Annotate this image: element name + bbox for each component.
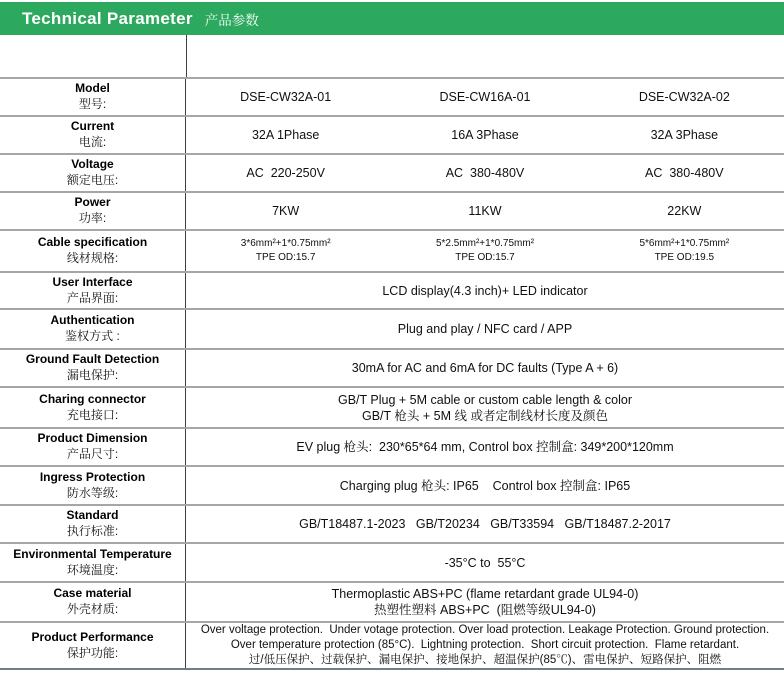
- row-label: [0, 467, 186, 504]
- row-label: [0, 79, 186, 115]
- value-cell: DSE-CW16A-01: [439, 90, 531, 104]
- value-cell: [186, 231, 385, 271]
- value-cell: AC 220-250V: [246, 166, 325, 180]
- row-values: [186, 231, 784, 271]
- case-material-line-zh: 热塑性塑料 ABS+PC (阻燃等级UL94-0): [374, 603, 596, 617]
- row-product-performance: [0, 621, 784, 668]
- cable-spec-line: 5*2.5mm²+1*0.75mm²: [435, 238, 535, 249]
- row-label-zh: 线材规格:: [66, 251, 119, 265]
- performance-line-3: 过/低压保护、过载保护、漏电保护、接地保护、超温保护(85℃)、雷电保护、短路保护、阻燃: [248, 654, 722, 666]
- spec-sheet-page: [0, 2, 784, 670]
- row-label-zh: 环境温度:: [66, 562, 119, 577]
- row-label: [0, 310, 186, 348]
- row-label-en: Model: [75, 81, 110, 95]
- value-cell: 30mA for AC and 6mA for DC faults (Type A + 6): [351, 361, 619, 375]
- row-values: [186, 273, 784, 308]
- value-cell: 16A 3Phase: [451, 128, 519, 142]
- value-cell: 22KW: [667, 204, 702, 218]
- value-cell: Charging plug 枪头: IP65 Control box 控制盒: IP65: [339, 478, 631, 493]
- connector-line-en: GB/T Plug + 5M cable or custom cable length & color: [337, 392, 632, 407]
- row-label: [0, 388, 186, 427]
- value-cell: [186, 583, 784, 621]
- value-cell: DSE-CW32A-01: [240, 90, 332, 104]
- performance-line-1: Over voltage protection. Under votage protection. Over load protection. Leakage Protection. Ground protection.: [200, 624, 770, 636]
- row-authentication: [0, 308, 784, 348]
- row-label: [0, 544, 186, 581]
- row-label-zh: 鉴权方式 :: [65, 329, 120, 343]
- value-cell: [385, 231, 584, 271]
- row-label-en: Product Performance: [31, 629, 154, 644]
- row-values: [186, 506, 784, 542]
- row-label-en: Cable specification: [37, 235, 148, 249]
- row-label-en: Product Dimension: [37, 431, 148, 445]
- row-label-zh: 型号:: [78, 97, 107, 111]
- row-label-zh: 保护功能:: [66, 645, 119, 660]
- row-case-material: [0, 581, 784, 621]
- value-cell: 32A 3Phase: [650, 128, 719, 142]
- row-voltage: [0, 153, 784, 191]
- value-cell: 7KW: [272, 204, 300, 218]
- row-values: [186, 350, 784, 386]
- row-label-zh: 产品界面:: [66, 290, 119, 305]
- row-label: [0, 506, 186, 542]
- row-label-en: User Interface: [52, 274, 133, 289]
- row-values: [186, 583, 784, 621]
- value-cell: [585, 231, 784, 271]
- cable-od-line: TPE OD:19.5: [654, 252, 715, 263]
- row-label-en: Ground Fault Detection: [25, 352, 160, 366]
- value-cell: [186, 623, 784, 668]
- case-material-line-en: Thermoplastic ABS+PC (flame retardant grade UL94-0): [331, 587, 639, 601]
- row-cable-specification: [0, 229, 784, 271]
- row-label: [0, 273, 186, 308]
- row-label: [0, 193, 186, 229]
- row-label-en: Power: [74, 195, 111, 209]
- row-label-en: Authentication: [50, 313, 135, 327]
- cable-spec-line: 5*6mm²+1*0.75mm²: [639, 238, 730, 249]
- row-values: [186, 467, 784, 504]
- cable-spec-line: 3*6mm²+1*0.75mm²: [240, 238, 331, 249]
- row-label-zh: 功率:: [78, 211, 107, 225]
- row-product-dimension: [0, 427, 784, 465]
- row-values: [186, 117, 784, 153]
- value-cell: LCD display(4.3 inch)+ LED indicator: [382, 283, 588, 298]
- row-values: [186, 388, 784, 427]
- label-column-spacer: [0, 35, 187, 77]
- value-cell: AC 380-480V: [645, 166, 724, 180]
- row-label-en: Charing connector: [39, 391, 146, 406]
- row-values: [186, 193, 784, 229]
- row-label-en: Standard: [66, 508, 119, 522]
- performance-line-2: Over temperature protection (85°C). Lightning protection. Short circuit protection. Flame retardant.: [230, 639, 740, 651]
- row-label-en: Environmental Temperature: [13, 546, 172, 561]
- row-label: [0, 350, 186, 386]
- value-cell: -35°C to 55°C: [444, 555, 526, 570]
- value-cell: Plug and play / NFC card / APP: [397, 322, 573, 336]
- row-power: [0, 191, 784, 229]
- row-ingress-protection: [0, 465, 784, 504]
- row-user-interface: [0, 271, 784, 308]
- cable-od-line: TPE OD:15.7: [255, 252, 316, 263]
- row-model: [0, 77, 784, 115]
- row-label-en: Case material: [53, 586, 132, 600]
- row-label: [0, 117, 186, 153]
- row-label: [0, 231, 186, 271]
- section-header: [0, 2, 784, 35]
- value-cell: AC 380-480V: [445, 166, 525, 180]
- row-label-zh: 充电接口:: [66, 407, 119, 422]
- row-charging-connector: [0, 386, 784, 427]
- row-label-zh: 漏电保护:: [66, 368, 119, 382]
- row-values: [186, 544, 784, 581]
- row-label-en: Ingress Protection: [39, 469, 146, 484]
- connector-line-zh: GB/T 枪头 + 5M 线 或者定制线材长度及颜色: [362, 408, 608, 423]
- row-environmental-temperature: [0, 542, 784, 581]
- row-values: [186, 79, 784, 115]
- row-label-zh: 执行标准:: [66, 524, 119, 538]
- row-ground-fault-detection: [0, 348, 784, 386]
- value-cell: 32A 1Phase: [251, 128, 320, 142]
- value-cell: DSE-CW32A-02: [638, 90, 730, 104]
- row-values: [186, 623, 784, 668]
- row-label: [0, 583, 186, 621]
- row-label-zh: 电流:: [78, 135, 107, 149]
- row-standard: [0, 504, 784, 542]
- row-label-zh: 产品尺寸:: [66, 447, 119, 461]
- table-top-spacer: [0, 35, 784, 77]
- value-cell: GB/T18487.1-2023 GB/T20234 GB/T33594 GB/T18487.2-2017: [299, 517, 671, 531]
- value-cell: EV plug 枪头: 230*65*64 mm, Control box 控制盒: 349*200*120mm: [296, 440, 674, 454]
- spec-table: [0, 77, 784, 670]
- row-values: [186, 155, 784, 191]
- row-label: [0, 429, 186, 465]
- section-title-zh: 产品参数: [204, 12, 259, 28]
- row-label: [0, 623, 186, 668]
- row-label: [0, 155, 186, 191]
- cable-od-line: TPE OD:15.7: [455, 252, 515, 263]
- row-label-zh: 额定电压:: [66, 173, 119, 187]
- row-label-zh: 防水等级:: [66, 485, 119, 500]
- value-cell: [186, 388, 784, 427]
- row-label-en: Voltage: [71, 157, 114, 171]
- row-values: [186, 429, 784, 465]
- row-label-en: Current: [70, 119, 115, 133]
- section-title-en: Technical Parameter: [22, 8, 193, 28]
- value-cell: 11KW: [468, 204, 502, 218]
- row-values: [186, 310, 784, 348]
- row-current: [0, 115, 784, 153]
- row-label-zh: 外壳材质:: [66, 602, 119, 616]
